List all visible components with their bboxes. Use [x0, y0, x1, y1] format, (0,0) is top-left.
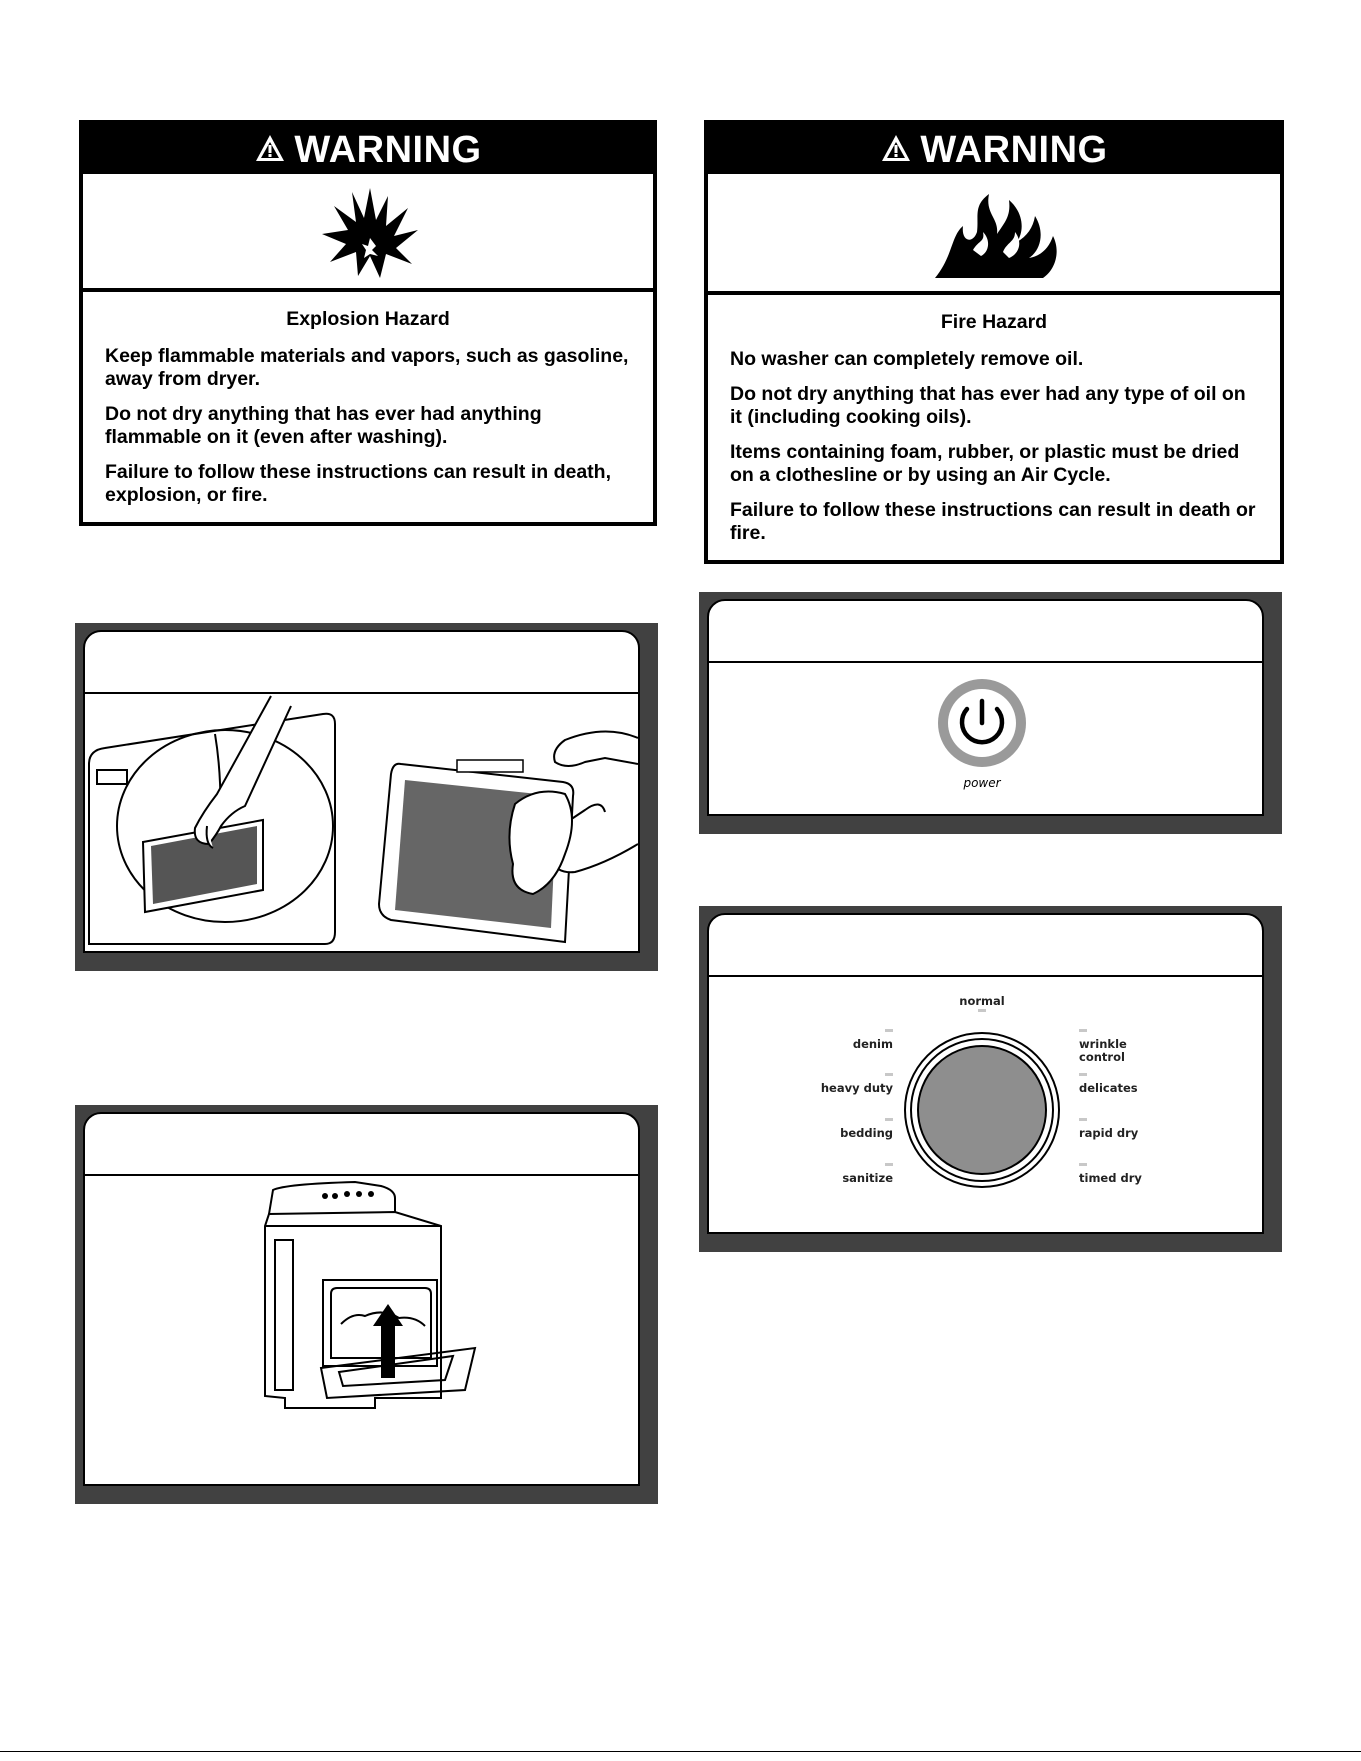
power-panel [699, 592, 1282, 834]
warning-line: Failure to follow these instructions can result in death, explosion, or fire. [105, 461, 611, 506]
cycle-label-sanitize: sanitize [842, 1171, 893, 1185]
panel-frame [83, 1112, 640, 1486]
panel-title-area [85, 1114, 638, 1176]
panel-title-area [709, 601, 1262, 663]
load-dryer-panel [75, 1105, 658, 1504]
fire-icon [933, 186, 1063, 282]
warning-header [83, 124, 653, 174]
explosion-icon [320, 184, 420, 280]
cycle-label-timed-dry: timed dry [1079, 1171, 1142, 1185]
panel-frame [83, 630, 640, 953]
hazard-title: Explosion Hazard [286, 308, 450, 330]
control-knobs-icon [322, 1191, 374, 1199]
explosion-icon-area [83, 174, 653, 292]
warning-header [708, 124, 1280, 174]
warning-line: Do not dry anything that has ever had anything flammable on it (even after washing). [105, 403, 542, 448]
cycle-label-control: control [1079, 1050, 1125, 1064]
cleaning-hands-icon [509, 731, 638, 894]
warning-box-explosion [79, 120, 657, 526]
dryer-loading-illustration [85, 1176, 638, 1484]
warning-triangle-icon [880, 133, 912, 163]
dryer-icon [265, 1182, 475, 1408]
lint-screen-panel [75, 623, 658, 971]
cycle-label-delicates: delicates [1079, 1081, 1138, 1095]
cycle-label-normal: normal [959, 994, 1005, 1008]
panel-frame [707, 599, 1264, 816]
cycle-label-rapid-dry: rapid dry [1079, 1126, 1139, 1140]
cycle-selector-area [709, 977, 1262, 1232]
fire-icon-area [708, 174, 1280, 295]
warning-body [708, 295, 1280, 559]
warning-header-text: WARNING [294, 129, 482, 171]
warning-line: Do not dry anything that has ever had any type of oil on it (including cooking oils). [730, 383, 1246, 428]
warning-box-fire [704, 120, 1284, 564]
warning-triangle-icon [254, 133, 286, 163]
cycle-label-heavy-duty: heavy duty [820, 1081, 893, 1095]
cycle-label-denim: denim [852, 1037, 893, 1051]
power-label: power [963, 776, 1001, 790]
warning-line: Items containing foam, rubber, or plastic must be dried on a clothesline or by using an Air Cycle. [730, 441, 1240, 486]
cycle-knob-icon[interactable] [905, 1033, 1059, 1187]
panel-title-area [709, 915, 1262, 977]
warning-body [83, 292, 653, 521]
warning-line: No washer can completely remove oil. [730, 348, 1084, 370]
warning-line: Failure to follow these instructions can result in death or fire. [730, 499, 1256, 544]
warning-line: Keep flammable materials and vapors, such as gasoline, away from dryer. [105, 345, 629, 390]
cycle-knob-panel [699, 906, 1282, 1252]
power-button-area [709, 663, 1262, 814]
cycle-label-bedding: bedding [840, 1126, 893, 1140]
hazard-title: Fire Hazard [940, 311, 1048, 333]
panel-title-area [85, 632, 638, 694]
cycle-label-wrinkle: wrinkle [1079, 1037, 1127, 1051]
lint-screen-illustration [85, 694, 638, 951]
page-bottom-rule [0, 1751, 1361, 1752]
panel-frame [707, 913, 1264, 1234]
power-button-icon[interactable] [938, 679, 1026, 767]
warning-header-text: WARNING [920, 129, 1108, 171]
